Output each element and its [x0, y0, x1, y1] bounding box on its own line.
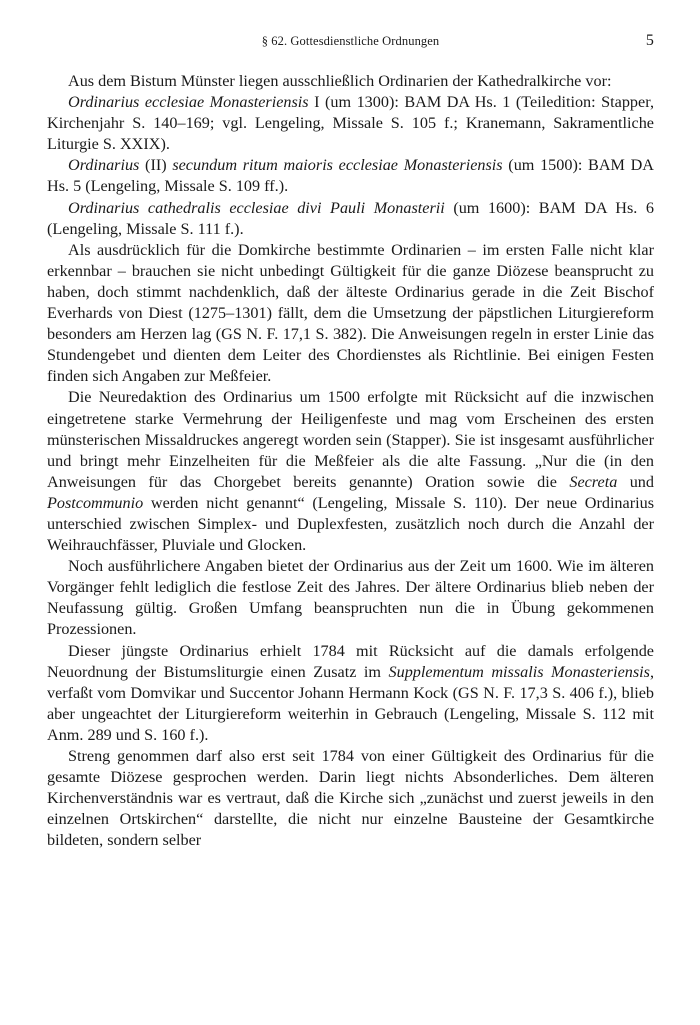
running-header [47, 34, 654, 58]
paragraph-text: (um 1600): BAM DA Hs. 6 (Lengeling, Missale S. 111 f.). [47, 198, 655, 238]
paragraph-text: Noch ausführlichere Angaben bietet der Ordinarius aus der Zeit um 1600. Wie im älteren Vorgänger fehlt lediglich die festlose Zeit des Jahres. Der ältere Ordinarius blieb neben der Neufassung gültig. Großen Umfang beanspruchten nun die in Übung gekommenen Prozessionen. [47, 557, 654, 639]
italic-title-text: Secreta [569, 472, 618, 491]
paragraph-p1 [47, 71, 654, 92]
paragraph-text: I (um 1300): BAM DA Hs. 1 (Teiledition: Stapper, Kirchenjahr S. 140–169; vgl. Lengeling, Missale S. 105 f.; Kranemann, Sakramentliche Liturgie S. XXIX). [47, 93, 655, 154]
paragraph-text: (um 1500): BAM DA Hs. 5 (Lengeling, Missale S. 109 ff.). [47, 156, 654, 196]
paragraph-text: werden nicht genannt“ (Lengeling, Missale S. 110). Der neue Ordinarius unterschied zwischen Simplex- und Duplexfesten, zusätzlich noch durch die Anzahl der Weihrauchfässer, Pluviale und Glocken. [47, 493, 654, 555]
paragraph-p5 [47, 240, 654, 388]
italic-title-text: Ordinarius [68, 156, 140, 175]
paragraph-text: Dieser jüngste Ordinarius erhielt 1784 mit Rücksicht auf die damals erfolgende Neuordnung der Bistumsliturgie einen Zusatz im [47, 641, 654, 681]
paragraph-text: Aus dem Bistum Münster liegen ausschließlich Ordinarien der Kathedralkirche vor: [68, 72, 612, 90]
paragraph-p7 [47, 556, 654, 640]
paragraph-p2 [47, 92, 654, 155]
paragraph-text: Streng genommen darf also erst seit 1784 von einer Gültigkeit des Ordinarius für die gesamte Diözese gesprochen werden. Darin liegt nichts Absonderliches. Dem älteren Kirchenverständnis war es vertraut, daß die Kirche sich „zunächst und zuerst jeweils in den einzelnen Ortskirchen“ darstellte, die nicht nur einzelne Bausteine der Gesamtkirche bildeten, sondern selber [47, 747, 654, 850]
paragraph-p4 [47, 198, 654, 240]
paragraph-text: Die Neuredaktion des Ordinarius um 1500 erfolgte mit Rücksicht auf die inzwischen eingetretene starke Vermehrung der Heiligenfeste und mag vom Erscheinen des ersten münsterischen Missaldruckes angeregt worden sein (Stapper). Sie ist insgesamt ausführlicher und bringt mehr Einzelheiten für die Meßfeier als die alte Fassung. „Nur die (in den Anweisungen für das Chorgebet bereits genannte) Oration sowie die [47, 388, 654, 491]
paragraph-p9 [47, 746, 654, 851]
paragraph-text: Als ausdrücklich für die Domkirche bestimmte Ordinarien – im ersten Falle nicht klar erkennbar – brauchen sie nicht unbedingt Gültigkeit für die ganze Diözese beansprucht zu haben, doch stimmt nachdenklich, daß der älteste Ordinarius gerade in die Zeit Bischof Everhards von Diest (1275–1301) fällt, dem die Umsetzung der päpstlichen Liturgiereform besonders am Herzen lag (GS N. F. 17,1 S. 382). Die Anweisungen regeln in erster Linie das Stundengebet und dienten dem Leiter des Chordienstes als Richtlinie. Bei einigen Festen finden sich Angaben zur Meßfeier. [47, 240, 654, 386]
body-text [47, 71, 654, 851]
italic-title-text: secundum ritum maioris ecclesiae Monasteriensis [172, 156, 503, 175]
paragraph-p6 [47, 387, 654, 556]
paragraph-text: und [617, 472, 654, 491]
italic-title-text: Ordinarius ecclesiae Monasteriensis [68, 93, 309, 112]
italic-title-text: Postcommunio [47, 493, 144, 512]
paragraph-p8 [47, 641, 654, 746]
page-number: 5 [645, 32, 654, 49]
italic-title-text: Supplementum missalis Monasteriensis [388, 662, 650, 681]
running-header-title: § 62. Gottesdienstliche Ordnungen [261, 34, 440, 48]
paragraph-text: (II) [139, 156, 173, 175]
paragraph-text: , verfaßt vom Domvikar und Succentor Johann Hermann Kock (GS N. F. 17,3 S. 406 f.), blieb aber ungeachtet der Liturgiereform weiterhin in Gebrauch (Lengeling, Missale S. 112 mit Anm. 289 und S. 160 f.). [47, 662, 654, 744]
book-page [47, 34, 654, 851]
paragraph-p3 [47, 155, 654, 197]
italic-title-text: Ordinarius cathedralis ecclesiae divi Pauli Monasterii [68, 198, 445, 217]
